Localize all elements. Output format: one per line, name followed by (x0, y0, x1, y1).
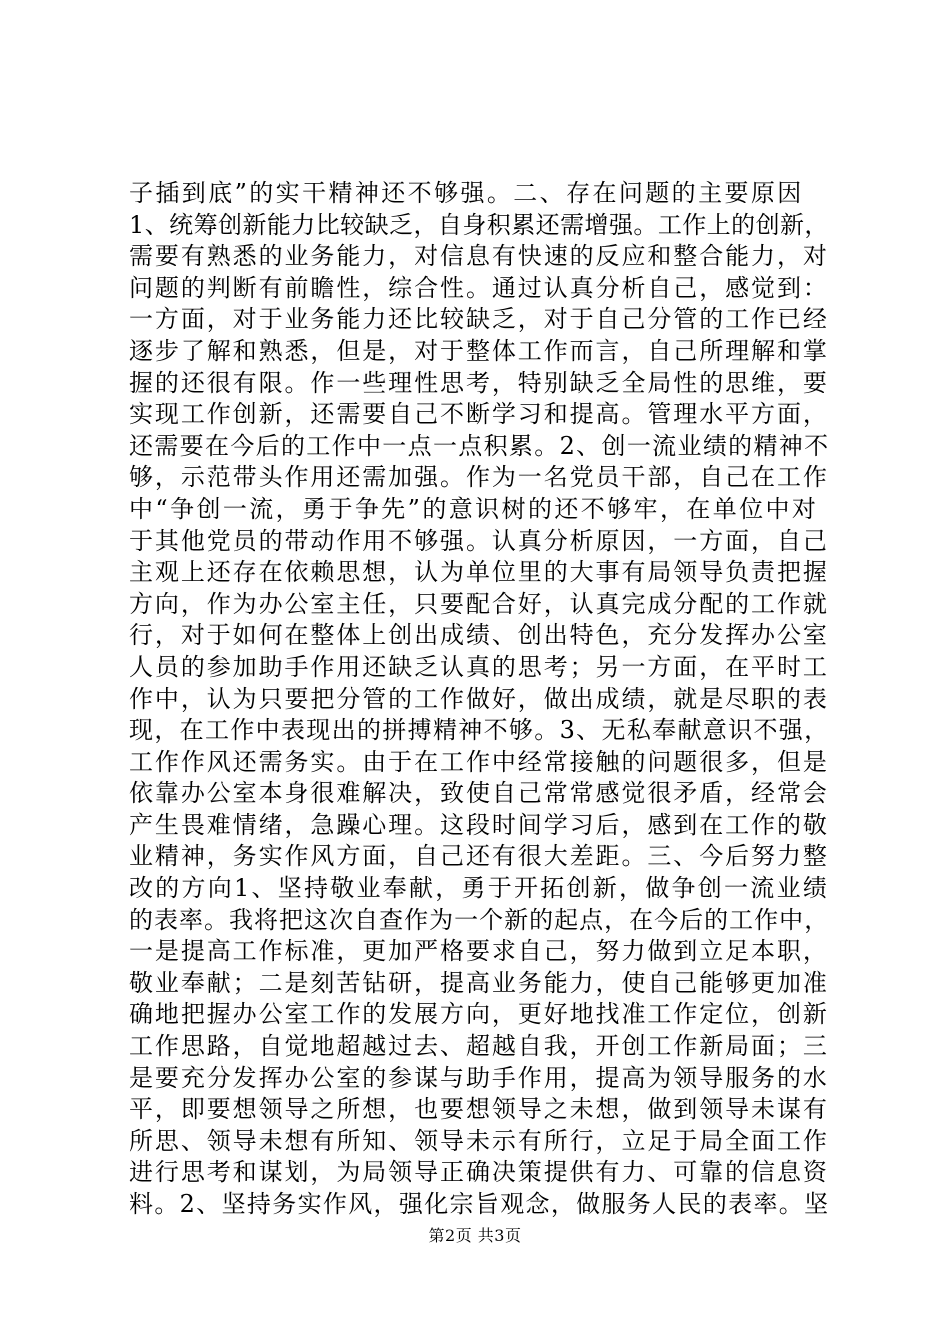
text-line: 确地把握办公室工作的发展方向，更好地找准工作定位，创新 (129, 1000, 829, 1029)
text-line: 逐步了解和熟悉，但是，对于整体工作而言，自己所理解和掌 (129, 336, 829, 365)
text-line: 一方面，对于业务能力还比较缺乏，对于自己分管的工作已经 (129, 305, 829, 334)
text-line: 1、统筹创新能力比较缺乏，自身积累还需增强。工作上的创新， (129, 210, 829, 239)
text-line: 平，即要想领导之所想，也要想领导之未想，做到领导未谋有 (129, 1095, 829, 1124)
text-line: 方向，作为办公室主任，只要配合好，认真完成分配的工作就 (129, 589, 829, 618)
text-line: 还需要在今后的工作中一点一点积累。2、创一流业绩的精神不 (129, 431, 830, 460)
page-footer (0, 1226, 950, 1246)
text-line: 的表率。我将把这次自查作为一个新的起点，在今后的工作中， (129, 905, 830, 934)
text-line: 够，示范带头作用还需加强。作为一名党员干部，自己在工作 (129, 463, 829, 492)
text-line: 改的方向1、坚持敬业奉献，勇于开拓创新，做争创一流业绩 (129, 874, 830, 903)
text-line: 是要充分发挥办公室的参谋与助手作用，提高为领导服务的水 (129, 1063, 829, 1092)
text-line: 依靠办公室本身很难解决，致使自己常常感觉很矛盾，经常会 (129, 779, 829, 808)
text-line: 握的还很有限。作一些理性思考，特别缺乏全局性的思维，要 (129, 368, 829, 397)
text-line: 问题的判断有前瞻性，综合性。通过认真分析自己，感觉到： (129, 273, 829, 302)
text-line: 子插到底”的实干精神还不够强。二、存在问题的主要原因 (129, 179, 804, 207)
text-line: 敬业奉献；二是刻苦钻研，提高业务能力，使自己能够更加准 (129, 968, 829, 997)
text-line: 进行思考和谋划，为局领导正确决策提供有力、可靠的信息资 (129, 1158, 829, 1187)
text-line: 业精神，务实作风方面，自己还有很大差距。三、今后努力整 (129, 842, 829, 871)
text-line: 行，对于如何在整体上创出成绩、创出特色，充分发挥办公室 (129, 621, 829, 650)
text-line: 料。2、坚持务实作风，强化宗旨观念，做服务人民的表率。坚 (129, 1190, 830, 1218)
text-line: 一是提高工作标准，更加严格要求自己，努力做到立足本职， (129, 937, 829, 966)
text-line: 实现工作创新，还需要自己不断学习和提高。管理水平方面， (129, 400, 829, 429)
text-line: 工作作风还需务实。由于在工作中经常接触的问题很多，但是 (129, 747, 829, 776)
page-number-label: 第2页 共3页 (428, 1226, 522, 1245)
text-line: 中“争创一流，勇于争先”的意识树的还不够牢，在单位中对 (129, 494, 819, 523)
text-line: 人员的参加助手作用还缺乏认真的思考；另一方面，在平时工 (129, 652, 829, 681)
text-line: 需要有熟悉的业务能力，对信息有快速的反应和整合能力，对 (129, 242, 829, 271)
text-line: 产生畏难情绪，急躁心理。这段时间学习后，感到在工作的敬 (129, 810, 829, 839)
body-text (129, 178, 829, 1221)
text-line: 工作思路，自觉地超越过去、超越自我，开创工作新局面；三 (129, 1032, 829, 1061)
text-line: 于其他党员的带动作用不够强。认真分析原因，一方面，自己 (129, 526, 829, 555)
text-line: 主观上还存在依赖思想，认为单位里的大事有局领导负责把握 (129, 558, 829, 587)
text-line: 所思、领导未想有所知、领导未示有所行，立足于局全面工作 (129, 1126, 829, 1155)
text-line: 作中，认为只要把分管的工作做好，做出成绩，就是尽职的表 (129, 684, 829, 713)
text-line: 现，在工作中表现出的拼搏精神不够。3、无私奉献意识不强， (129, 716, 830, 745)
